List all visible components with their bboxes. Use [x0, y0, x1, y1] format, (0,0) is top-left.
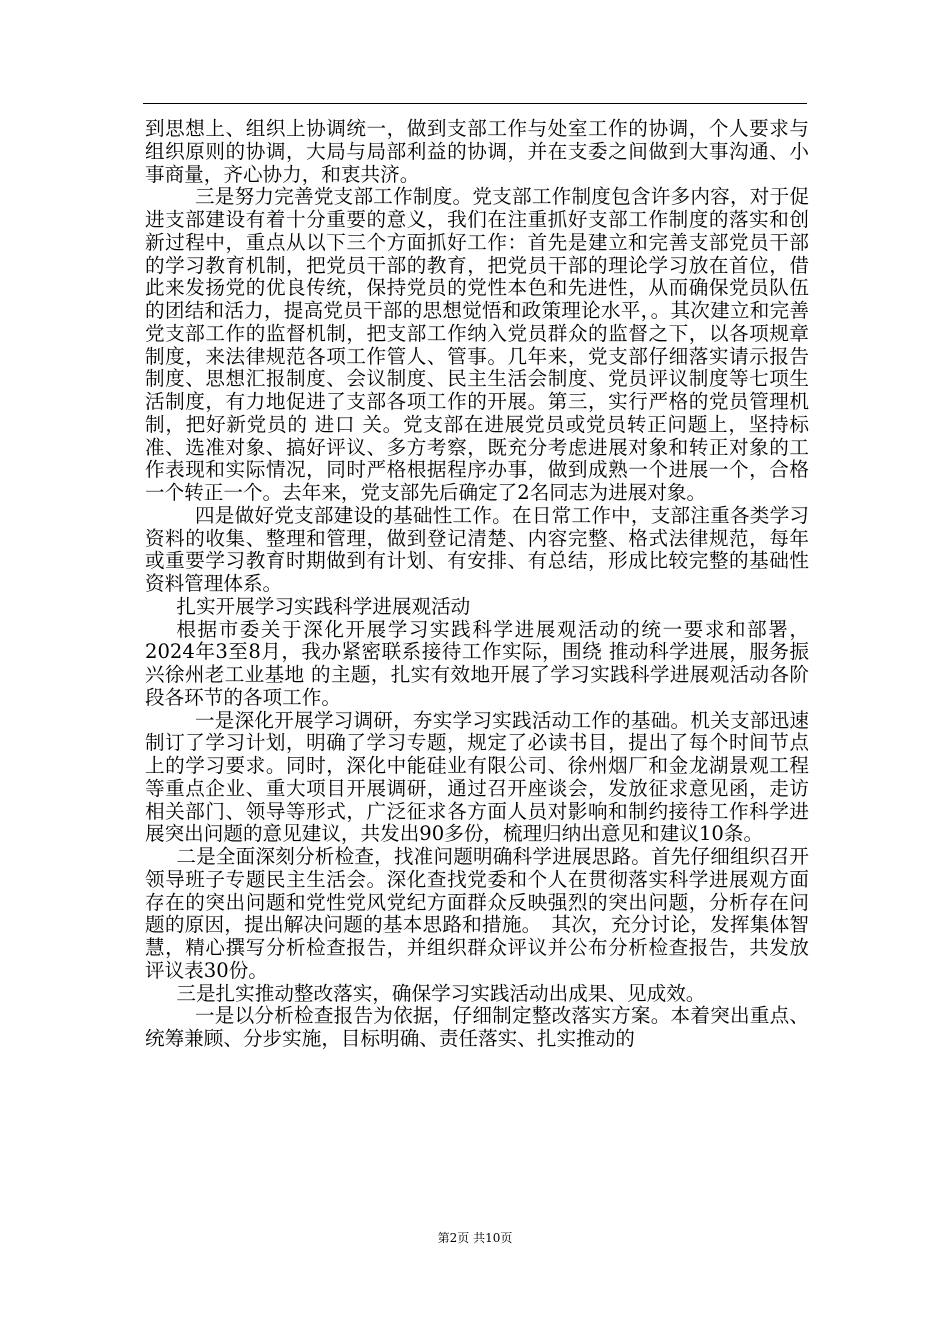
paragraph-4: 根据市委关于深化开展学习实践科学进展观活动的统一要求和部署，2024年3至8月，我办紧密联系接待工作实际，围绕 推动科学进展，服务振兴徐州老工业基地 的主题，扎实有效地开展了学习实践科学进展观活动各阶段各环节的各项工作。 [145, 617, 809, 709]
paragraph-8: 一是以分析检查报告为依据，仔细制定整改落实方案。本着突出重点、统筹兼顾、分步实施，目标明确、责任落实、扎实推动的 [145, 1004, 809, 1050]
paragraph-3: 四是做好党支部建设的基础性工作。在日常工作中，支部注重各类学习资料的收集、整理和管理，做到登记清楚、内容完整、格式法律规范，每年或重要学习教育时期做到有计划、有安排、有总结，形成比较完整的基础性资料管理体系。 [145, 503, 809, 595]
paragraph-2: 三是努力完善党支部工作制度。党支部工作制度包含许多内容，对于促进支部建设有着十分重要的意义，我们在注重抓好支部工作制度的落实和创新过程中，重点从以下三个方面抓好工作：首先是建立和完善支部党员干部的学习教育机制，把党员干部的教育，把党员干部的理论学习放在首位，借此来发扬党的优良传统，保持党员的党性本色和先进性，从而确保党员队伍的团结和活力，提高党员干部的思想觉悟和政策理论水平，。其次建立和完善党支部工作的监督机制，把支部工作纳入党员群众的监督之下，以各项规章制度，来法律规范各项工作管人、管事。几年来，党支部仔细落实请示报告制度、思想汇报制度、会议制度、民主生活会制度、党员评议制度等七项生活制度，有力地促进了支部各项工作的开展。第三，实行严格的党员管理机制，把好新党员的 进口 关。党支部在进展党员或党员转正问题上，坚持标准、选准对象、搞好评议、多方考察，既充分考虑进展对象和转正对象的工作表现和实际情况，同时严格根据程序办事，做到成熟一个进展一个，合格一个转正一个。去年来，党支部先后确定了2名同志为进展对象。 [145, 185, 809, 504]
page-footer: 第2页 共10页 [437, 1231, 513, 1245]
header-rule [143, 103, 807, 104]
section-heading: 扎实开展学习实践科学进展观活动 [176, 594, 471, 618]
paragraph-7: 三是扎实推动整改落实，确保学习实践活动出成果、见成效。 [176, 981, 706, 1005]
paragraph-6: 二是全面深刻分析检查，找准问题明确科学进展思路。首先仔细组织召开领导班子专题民主生活会。深化查找党委和个人在贯彻落实科学进展观方面存在的突出问题和党性党风党纪方面群众反映强烈的突出问题，分析存在问题的原因，提出解决问题的基本思路和措施。 其次，充分讨论，发挥集体智慧，精心撰写分析检查报告，并组织群众评议并公布分析检查报告，共发放评议表30份。 [145, 845, 809, 982]
document-body [145, 118, 809, 1051]
paragraph-1: 到思想上、组织上协调统一，做到支部工作与处室工作的协调，个人要求与组织原则的协调，大局与局部利益的协调，并在支委之间做到大事沟通、小事商量，齐心协力，和衷共济。 [145, 117, 809, 186]
paragraph-5: 一是深化开展学习调研，夯实学习实践活动工作的基础。机关支部迅速制订了学习计划，明确了学习专题，规定了必读书目，提出了每个时间节点上的学习要求。同时，深化中能硅业有限公司、徐州烟厂和金龙湖景观工程等重点企业、重大项目开展调研，通过召开座谈会，发放征求意见函，走访相关部门、领导等形式，广泛征求各方面人员对影响和制约接待工作科学进展突出问题的意见建议，共发出90多份，梳理归纳出意见和建议10条。 [145, 708, 809, 846]
